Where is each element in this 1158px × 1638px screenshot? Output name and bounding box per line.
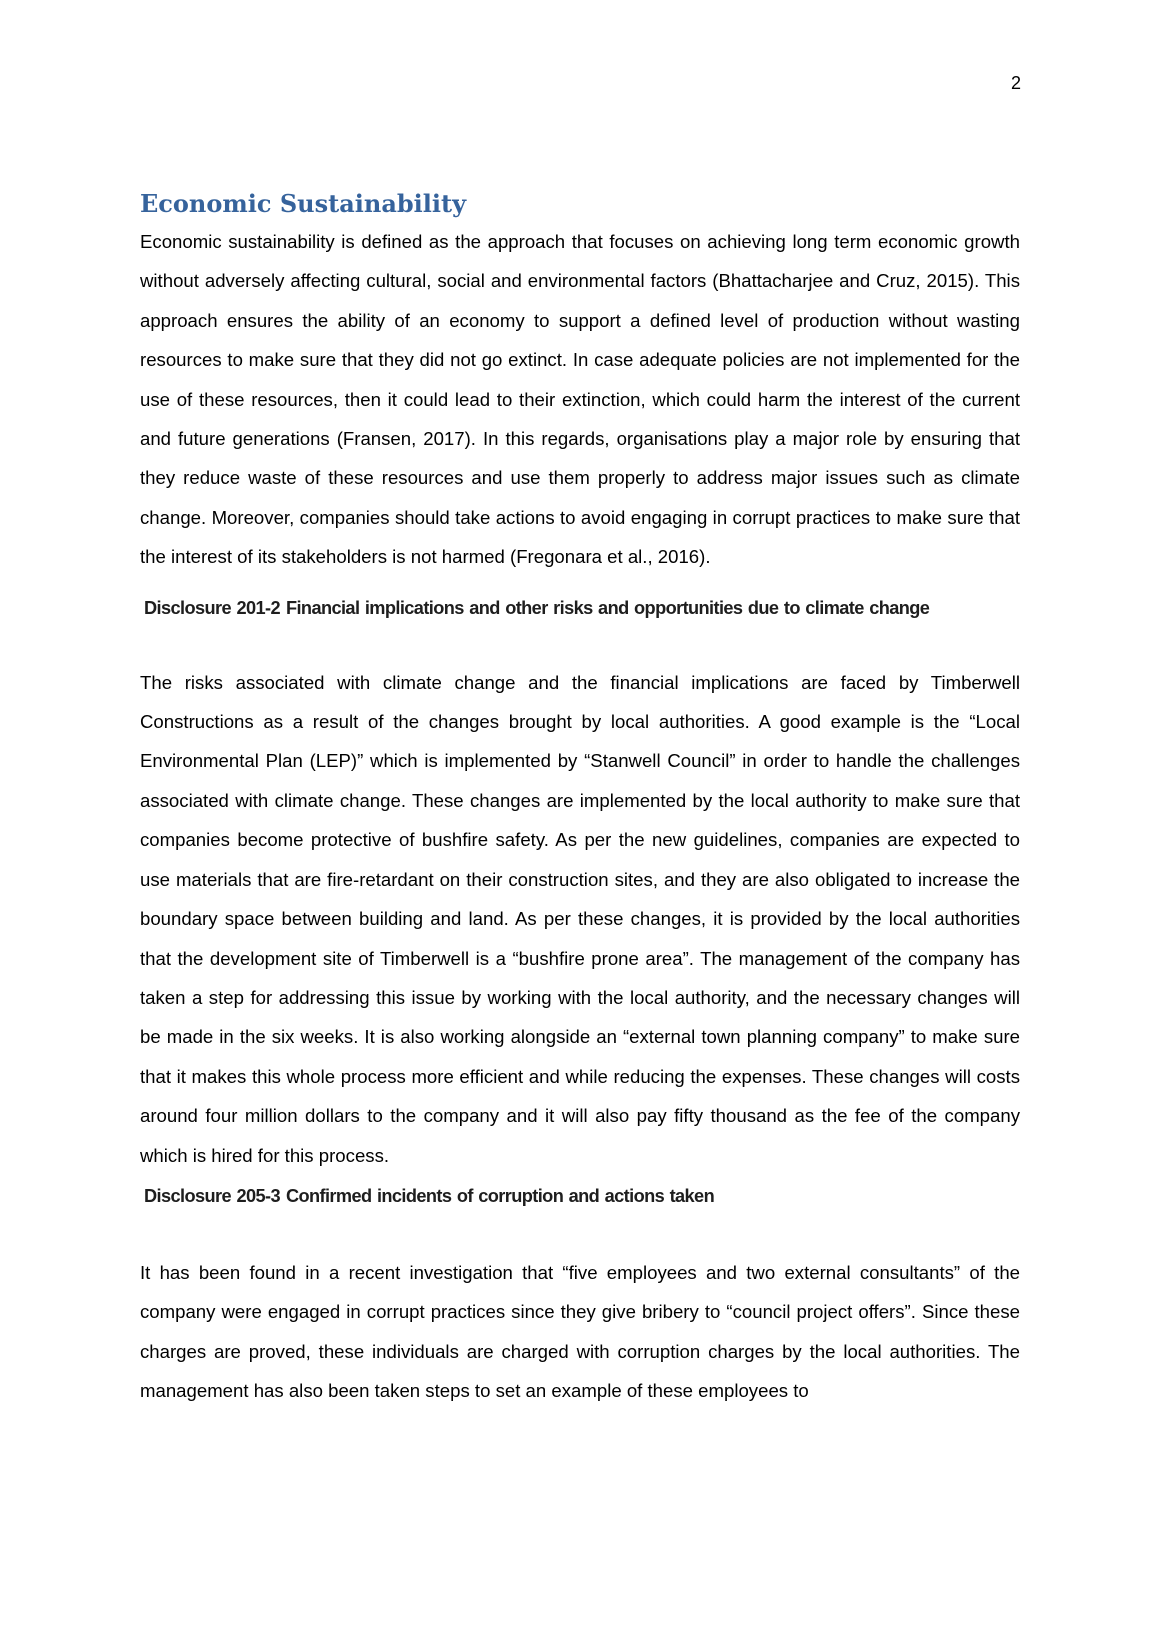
page-number: 2 <box>1010 73 1021 93</box>
paragraph-economic-sustainability: Economic sustainability is defined as the approach that focuses on achieving long term economic growth without adversely affecting cultural, social and environmental factors (Bhattacharjee and Cruz, 2015). This approach ensures the ability of an economy to support a defined level of production without wasting resources to make sure that they did not go extinct. In case adequate policies are not implemented for the use of these resources, then it could lead to their extinction, which could harm the interest of the current and future generations (Fransen, 2017). In this regards, organisations play a major role by ensuring that they reduce waste of these resources and use them properly to address major issues such as climate change. Moreover, companies should take actions to avoid engaging in corrupt practices to make sure that the interest of its stakeholders is not harmed (Fregonara et al., 2016). <box>140 231 1020 568</box>
disclosure-code: Disclosure 205-3 <box>144 1185 280 1206</box>
disclosure-title: Financial implications and other risks and opportunities due to climate change <box>285 597 930 618</box>
paragraph-corruption-incidents: It has been found in a recent investigation that “five employees and two external consultants” of the company were engaged in corrupt practices since they give bribery to “council project offers”. Since these charges are proved, these individuals are charged with corruption charges by the local authorities. The management has also been taken steps to set an example of these employees to <box>140 1261 1020 1402</box>
section-heading: Economic Sustainability <box>140 189 467 218</box>
disclosure-heading-201-2 <box>140 595 1020 621</box>
disclosure-title: Confirmed incidents of corruption and actions taken <box>285 1185 715 1206</box>
disclosure-code: Disclosure 201-2 <box>144 597 280 618</box>
paragraph-climate-risks: The risks associated with climate change and the financial implications are faced by Timberwell Constructions as a result of the changes brought by local authorities. A good example is the “Local Environmental Plan (LEP)” which is implemented by “Stanwell Council” in order to handle the challenges associated with climate change. These changes are implemented by the local authority to make sure that companies become protective of bushfire safety. As per the new guidelines, companies are expected to use materials that are fire-retardant on their construction sites, and they are also obligated to increase the boundary space between building and land. As per these changes, it is provided by the local authorities that the development site of Timberwell is a “bushfire prone area”. The management of the company has taken a step for addressing this issue by working with the local authority, and the necessary changes will be made in the six weeks. It is also working alongside an “external town planning company” to make sure that it makes this whole process more efficient and while reducing the expenses. These changes will costs around four million dollars to the company and it will also pay fifty thousand as the fee of the company which is hired for this process. <box>140 671 1020 1166</box>
disclosure-heading-205-3 <box>140 1183 1020 1209</box>
document-body <box>140 186 1020 1411</box>
